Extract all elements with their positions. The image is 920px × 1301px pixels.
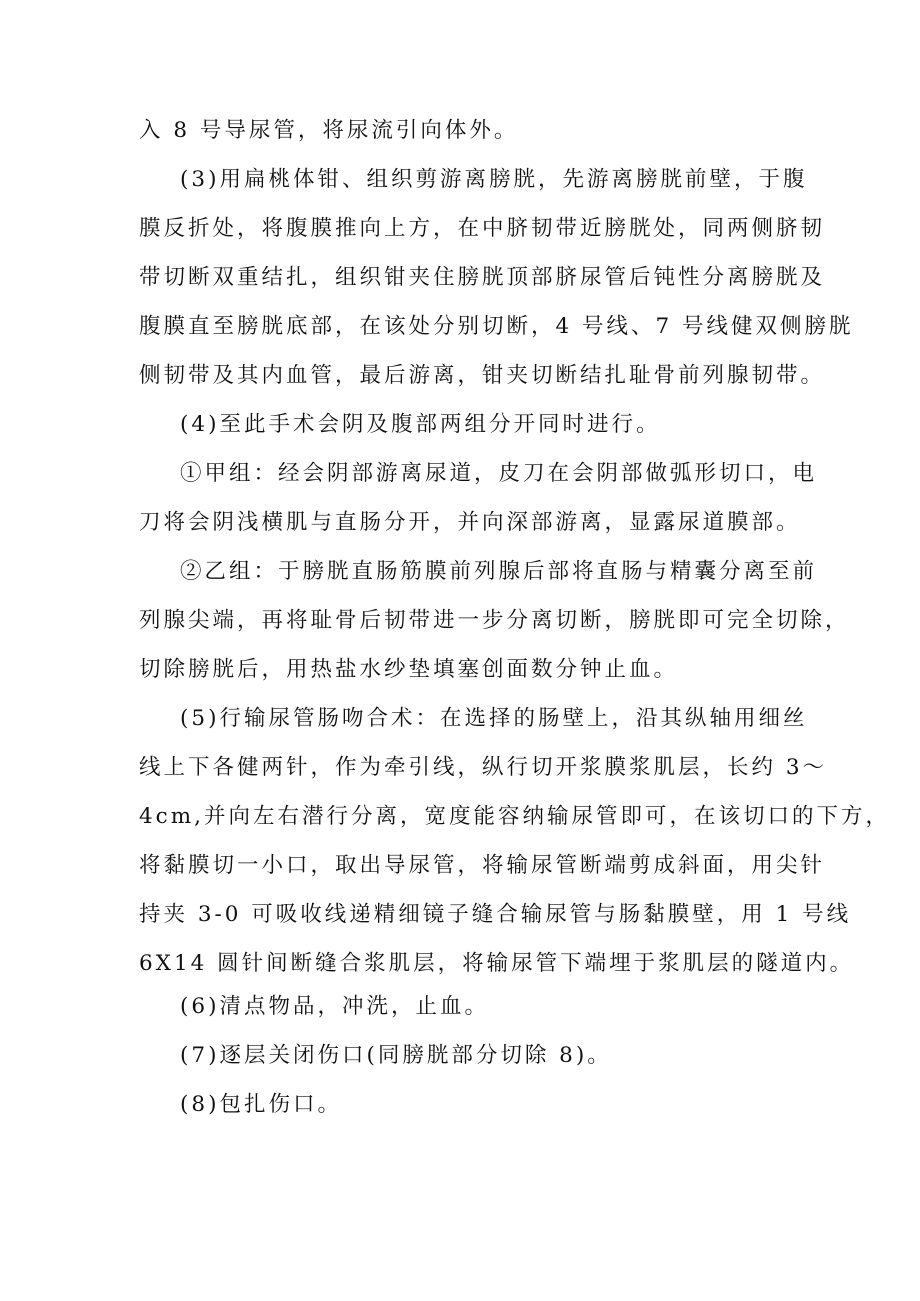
paragraph-4-line-1: (4)至此手术会阴及腹部两组分开同时进行。 (180, 412, 661, 437)
paragraph-5-line-5: 持夹 3-0 可吸收线递精细镜子缝合输尿管与肠黏膜壁，用 1 号线 (139, 902, 852, 927)
group-b-line-1: ②乙组：于膀胱直肠筋膜前列腺后部将直肠与精囊分离至前 (180, 559, 818, 584)
paragraph-5-line-2: 线上下各健两针，作为牵引线，纵行切开浆膜浆肌层，长约 3～ (139, 755, 828, 780)
text-line-1: 入 8 号导尿管，将尿流引向体外。 (139, 118, 519, 143)
group-b-line-3: 切除膀胱后，用热盐水纱垫填塞创面数分钟止血。 (139, 657, 679, 682)
paragraph-7-line-1: (7)逐层关闭伤口(同膀胱部分切除 8)。 (180, 1043, 612, 1068)
paragraph-3-line-4: 腹膜直至膀胱底部，在该处分别切断，4 号线、7 号线健双侧膀胱 (139, 314, 854, 339)
paragraph-3-line-1: (3)用扁桃体钳、组织剪游离膀胱，先游离膀胱前壁，于腹 (180, 167, 808, 192)
paragraph-3-line-5: 侧韧带及其内血管，最后游离，钳夹切断结扎耻骨前列腺韧带。 (139, 363, 826, 388)
paragraph-3-line-2: 膜反折处，将腹膜推向上方，在中脐韧带近膀胱处，同两侧脐韧 (139, 216, 826, 241)
paragraph-6-line-1: (6)清点物品，冲洗，止血。 (180, 994, 489, 1019)
paragraph-5-line-4: 将黏膜切一小口，取出导尿管，将输尿管断端剪成斜面，用尖针 (139, 853, 826, 878)
paragraph-3-line-3: 带切断双重结扎，组织钳夹住膀胱顶部脐尿管后钝性分离膀胱及 (139, 265, 826, 290)
paragraph-5-line-1: (5)行输尿管肠吻合术：在选择的肠壁上，沿其纵轴用细丝 (180, 706, 808, 731)
group-a-line-1: ①甲组：经会阴部游离尿道，皮刀在会阴部做弧形切口，电 (180, 461, 818, 486)
paragraph-5-line-3: 4cm,并向左右潜行分离，宽度能容纳输尿管即可，在该切口的下方， (139, 804, 890, 829)
paragraph-5-line-6: 6X14 圆针间断缝合浆肌层，将输尿管下端埋于浆肌层的隧道内。 (139, 951, 855, 976)
paragraph-8-line-1: (8)包扎伤口。 (180, 1092, 342, 1117)
group-b-line-2: 列腺尖端，再将耻骨后韧带进一步分离切断，膀胱即可完全切除， (139, 608, 850, 633)
group-a-line-2: 刀将会阴浅横肌与直肠分开，并向深部游离，显露尿道膜部。 (139, 510, 801, 535)
